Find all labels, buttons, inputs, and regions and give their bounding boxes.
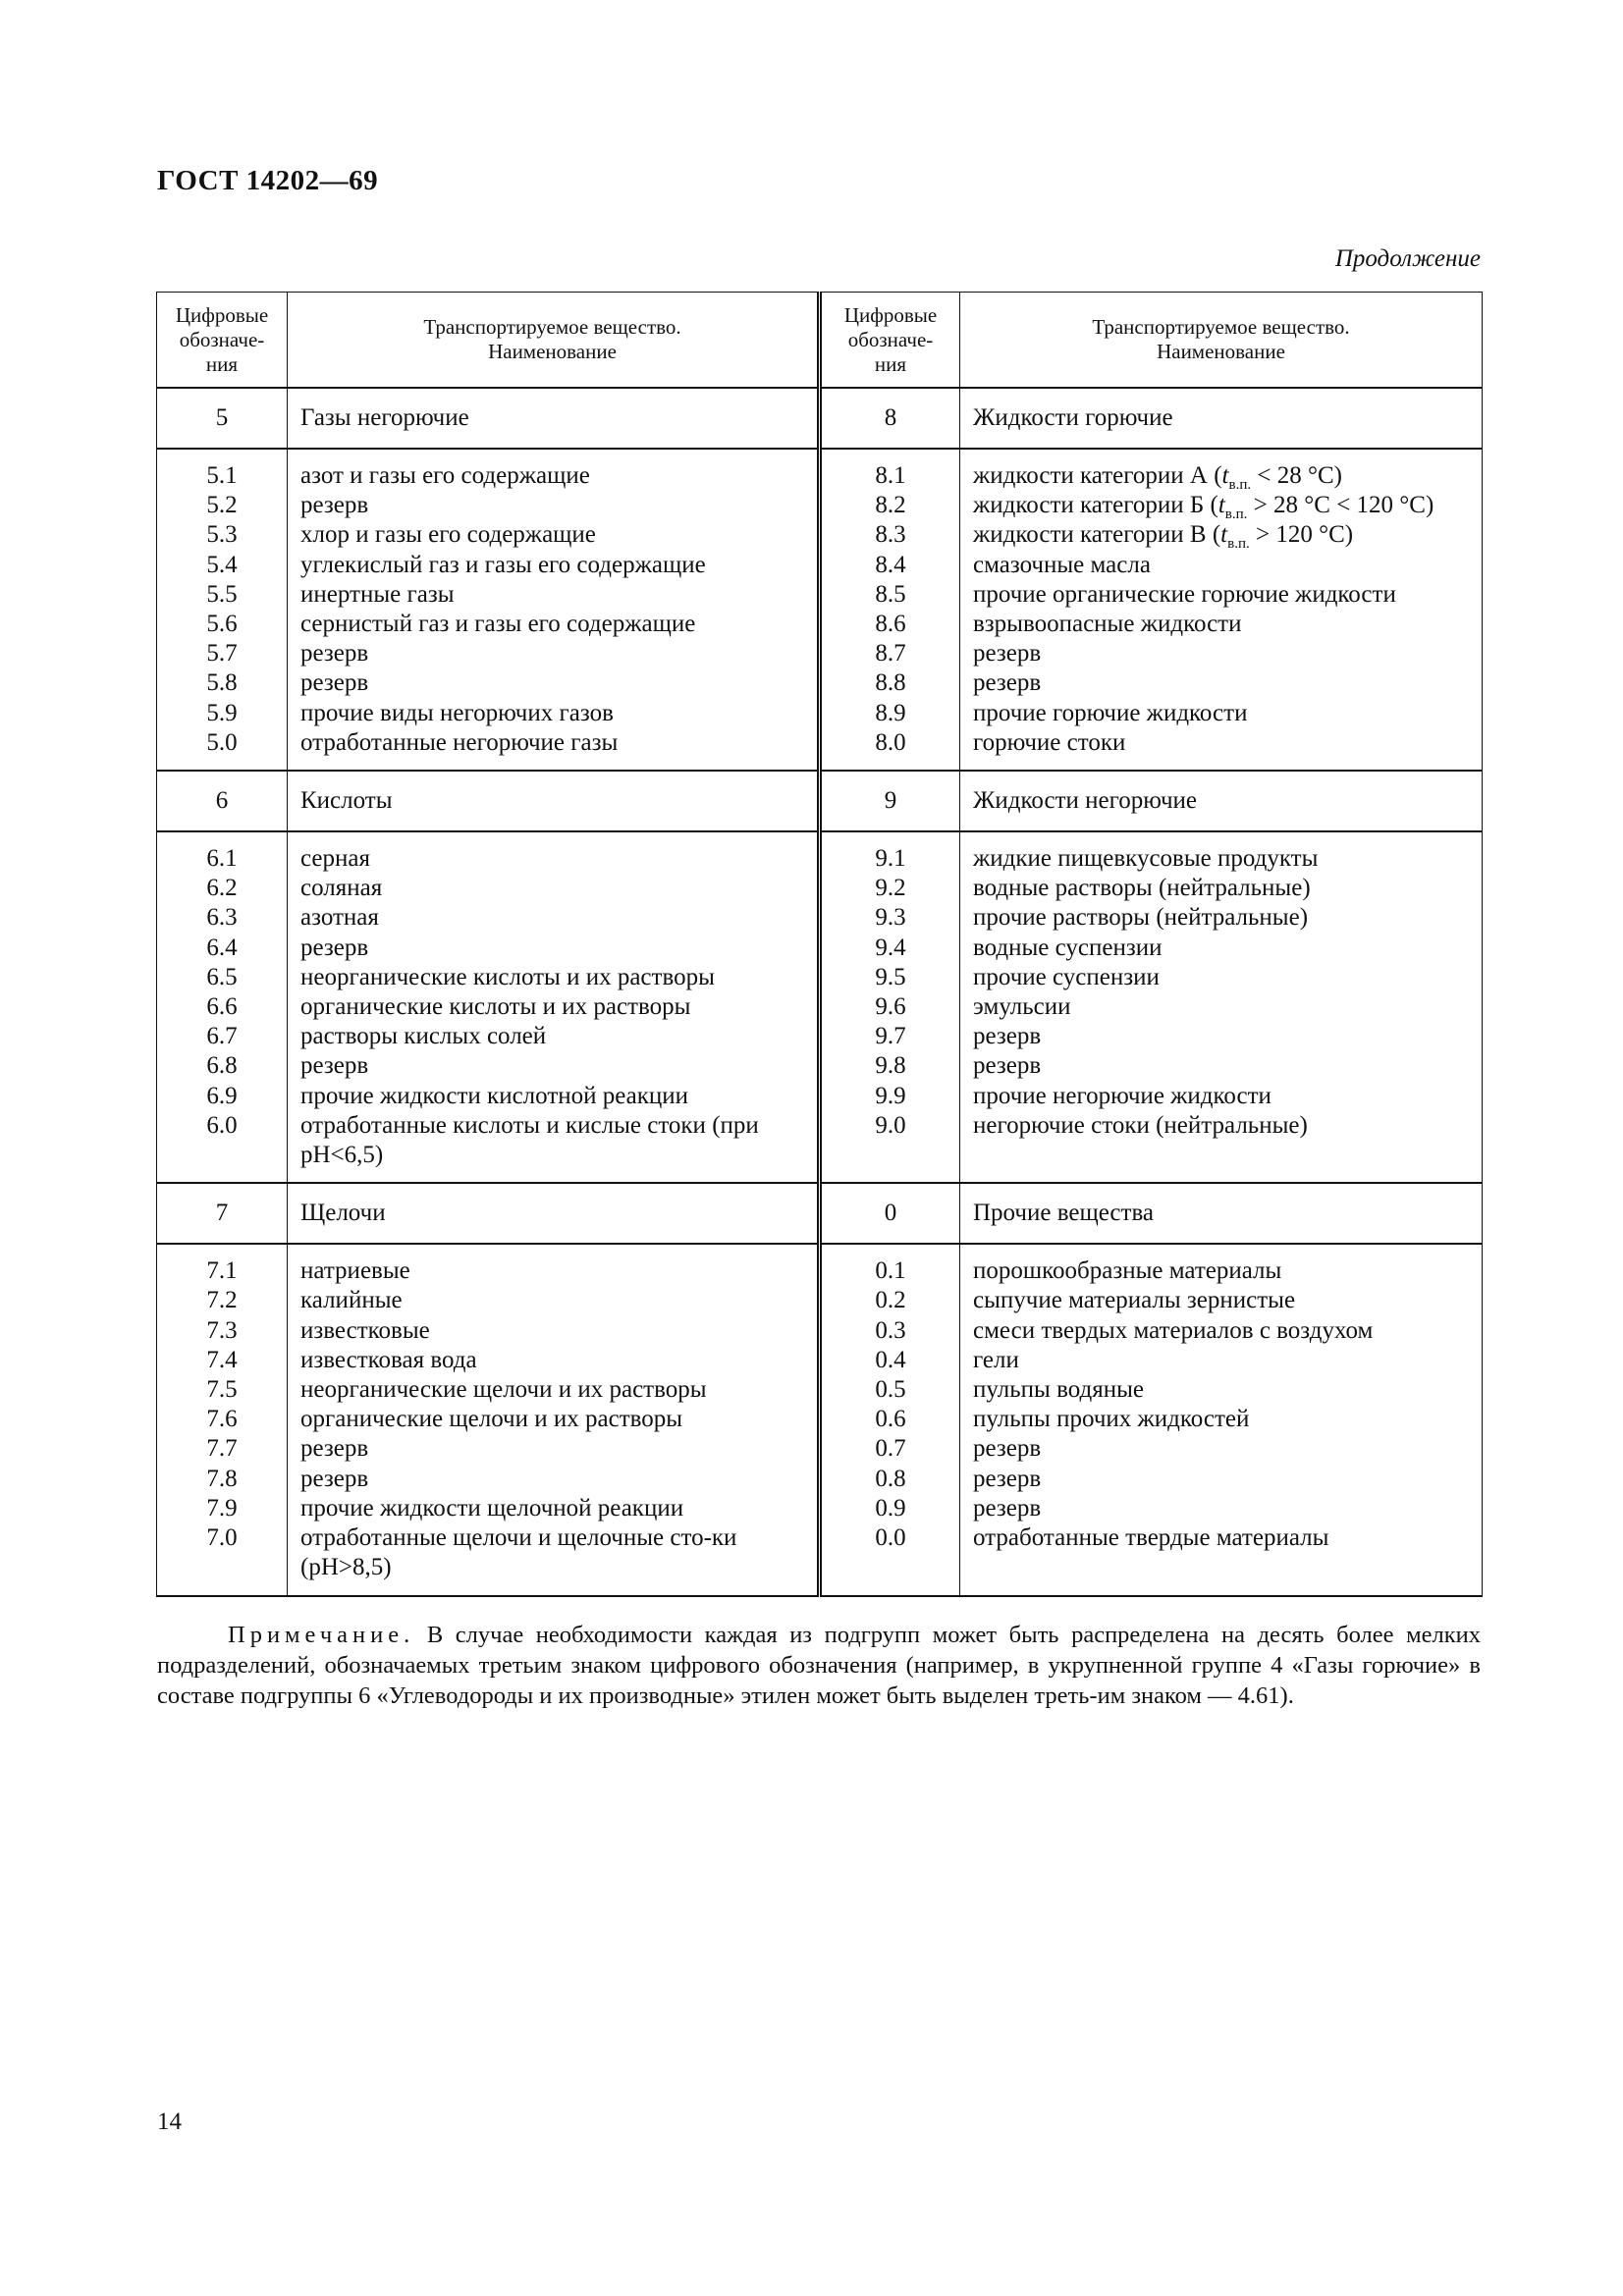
subgroup-name: водные суспензии xyxy=(973,934,1163,961)
subgroup-name: неорганические кислоты и их растворы xyxy=(300,963,715,990)
subgroup-code: 8.1 xyxy=(875,462,906,489)
subgroup-name: отработанные щелочи и щелочные сто-ки (pH>8,5) xyxy=(300,1524,737,1581)
group-title: Прочие вещества xyxy=(960,1183,1483,1244)
subgroup-code: 6.7 xyxy=(206,1023,238,1050)
subgroup-name: органические кислоты и их растворы xyxy=(300,993,691,1021)
subgroup-name: отработанные кислоты и кислые стоки (при pH<6,5) xyxy=(300,1111,759,1169)
subgroup-code: 0.8 xyxy=(875,1465,906,1492)
subgroup-name: прочие растворы (нейтральные) xyxy=(973,904,1309,932)
subgroup-code: 5.3 xyxy=(206,521,238,549)
subgroup-code: 8.9 xyxy=(875,699,906,726)
group-title: Газы негорючие xyxy=(288,388,820,449)
subgroup-name: отработанные твердые материалы xyxy=(973,1524,1329,1552)
subgroup-name: резерв xyxy=(973,1023,1042,1050)
subgroup-code: 9.6 xyxy=(875,993,906,1021)
subgroup-code: 6.6 xyxy=(206,993,238,1021)
subgroup-name: резерв xyxy=(973,1465,1042,1492)
subgroup-name: негорючие стоки (нейтральные) xyxy=(973,1111,1308,1139)
subgroup-names xyxy=(960,1244,1483,1595)
subgroup-name: прочие жидкости кислотной реакции xyxy=(300,1082,689,1109)
subgroup-code: 9.2 xyxy=(875,875,906,902)
subgroup-name: растворы кислых солей xyxy=(300,1023,547,1050)
subgroup-code: 9.5 xyxy=(875,963,906,990)
subgroup-code: 5.5 xyxy=(206,580,238,608)
subgroup-name: калийные xyxy=(300,1287,403,1314)
subgroup-names xyxy=(288,1244,820,1595)
subgroup-codes xyxy=(820,1244,960,1595)
subgroup-name: водные растворы (нейтральные) xyxy=(973,875,1311,902)
subgroup-name: жидкости категории Б ($t_{в.п.} > 28$ °С < 120 °С) xyxy=(973,492,1434,523)
subgroup-code: 7.0 xyxy=(206,1524,238,1552)
subgroup-code: 5.8 xyxy=(206,669,238,697)
subgroup-name: порошкообразные материалы xyxy=(973,1257,1282,1285)
subgroup-code: 0.0 xyxy=(875,1524,906,1552)
subgroup-code: 6.9 xyxy=(206,1082,238,1109)
subgroup-codes xyxy=(157,831,288,1183)
group-title: Кислоты xyxy=(288,771,820,831)
subgroup-code: 0.7 xyxy=(875,1435,906,1463)
subgroup-codes xyxy=(157,449,288,771)
subgroup-name: известковая вода xyxy=(300,1346,477,1373)
subgroup-code: 5.4 xyxy=(206,551,238,578)
subgroup-code: 9.3 xyxy=(875,904,906,932)
group-row xyxy=(157,1183,1483,1244)
subgroup-codes xyxy=(157,1244,288,1595)
group-code: 8 xyxy=(820,388,960,449)
subgroup-name: сыпучие материалы зернистые xyxy=(973,1287,1296,1314)
subgroup-name: прочие негорючие жидкости xyxy=(973,1082,1271,1109)
subgroup-code: 6.1 xyxy=(206,845,238,873)
subgroup-code: 7.9 xyxy=(206,1494,238,1522)
subgroup-name: резерв xyxy=(973,1052,1042,1080)
subgroup-name: прочие горючие жидкости xyxy=(973,699,1248,726)
subgroup-name: резерв xyxy=(300,492,369,519)
subgroup-name: прочие органические горючие жидкости xyxy=(973,580,1396,608)
subgroup-name: резерв xyxy=(973,1435,1042,1463)
subgroup-name: хлор и газы его содержащие xyxy=(300,521,596,549)
subgroup-names xyxy=(960,449,1483,771)
header-name-left: Транспортируемое вещество. Наименование xyxy=(288,293,820,389)
subgroup-name: резерв xyxy=(300,1465,369,1492)
subgroup-name: пульпы прочих жидкостей xyxy=(973,1406,1250,1433)
subgroup-name: инертные газы xyxy=(300,580,455,608)
subgroup-name: резерв xyxy=(300,669,369,697)
subgroup-name: азотная xyxy=(300,904,379,932)
subgroup-code: 6.5 xyxy=(206,963,238,990)
subgroup-code: 7.4 xyxy=(206,1346,238,1373)
continuation-label: Продолжение xyxy=(1334,245,1481,272)
subgroup-code: 9.0 xyxy=(875,1111,906,1139)
subgroup-code: 0.9 xyxy=(875,1494,906,1522)
subgroup-code: 5.0 xyxy=(206,728,238,756)
subgroup-row xyxy=(157,831,1483,1183)
subgroup-name: резерв xyxy=(300,934,369,961)
flash-point-symbol: t xyxy=(1221,462,1229,489)
subgroup-code: 8.4 xyxy=(875,551,906,578)
subgroup-name: гели xyxy=(973,1346,1019,1373)
note-paragraph xyxy=(157,1620,1481,1711)
subgroup-name: резерв xyxy=(300,640,369,667)
subgroup-name: известковые xyxy=(300,1316,430,1344)
subgroup-code: 8.3 xyxy=(875,521,906,549)
subgroup-code: 8.5 xyxy=(875,580,906,608)
header-name-right: Транспортируемое вещество. Наименование xyxy=(960,293,1483,389)
table-header-row xyxy=(157,293,1483,389)
group-row xyxy=(157,771,1483,831)
note-text: В случае необходимости каждая из подгрупп может быть распределена на десять более мелких подразделений, обозначаемых третьим знаком цифрового обозначения (например, в укрупненной группе 4 «Газы горючие» в составе подгруппы 6 «Углеводороды и их производные» этилен может быть выделен треть-им знаком — 4.61). xyxy=(157,1622,1481,1709)
subgroup-code: 8.7 xyxy=(875,640,906,667)
subgroup-codes xyxy=(820,449,960,771)
subgroup-name: смазочные масла xyxy=(973,551,1151,578)
header-code-left: Цифровые обозначе- ния xyxy=(157,293,288,389)
subgroup-name: прочие виды негорючих газов xyxy=(300,699,614,726)
substance-code-table xyxy=(156,292,1483,1597)
subgroup-code: 7.8 xyxy=(206,1465,238,1492)
subgroup-code: 5.9 xyxy=(206,699,238,726)
subgroup-name: пульпы водяные xyxy=(973,1376,1144,1404)
subgroup-code: 5.7 xyxy=(206,640,238,667)
subgroup-code: 5.2 xyxy=(206,492,238,519)
subgroup-code: 5.1 xyxy=(206,462,238,489)
subgroup-name: серная xyxy=(300,845,370,873)
subgroup-name: углекислый газ и газы его содержащие xyxy=(300,551,706,578)
subgroup-name: отработанные негорючие газы xyxy=(300,728,619,756)
subgroup-codes xyxy=(820,831,960,1183)
subgroup-name: соляная xyxy=(300,875,383,902)
subgroup-code: 0.2 xyxy=(875,1287,906,1314)
group-code: 5 xyxy=(157,388,288,449)
subgroup-code: 8.6 xyxy=(875,611,906,638)
subgroup-name: сернистый газ и газы его содержащие xyxy=(300,611,696,638)
subgroup-name: резерв xyxy=(300,1435,369,1463)
subgroup-name: прочие жидкости щелочной реакции xyxy=(300,1494,684,1522)
subgroup-code: 6.0 xyxy=(206,1111,238,1139)
page-number: 14 xyxy=(157,2109,182,2135)
subgroup-code: 6.2 xyxy=(206,875,238,902)
flash-point-symbol: t xyxy=(1220,521,1228,549)
subgroup-row xyxy=(157,1244,1483,1595)
document-id: ГОСТ 14202—69 xyxy=(157,165,379,196)
subgroup-name: резерв xyxy=(973,640,1042,667)
subgroup-code: 7.3 xyxy=(206,1316,238,1344)
subgroup-code: 9.1 xyxy=(875,845,906,873)
subgroup-code: 7.5 xyxy=(206,1376,238,1404)
subgroup-code: 9.4 xyxy=(875,934,906,961)
subgroup-code: 7.2 xyxy=(206,1287,238,1314)
subgroup-code: 9.9 xyxy=(875,1082,906,1109)
subgroup-code: 6.8 xyxy=(206,1052,238,1080)
subgroup-name: жидкие пищевкусовые продукты xyxy=(973,845,1319,873)
flash-point-subscript: в.п. xyxy=(1228,477,1252,493)
subgroup-code: 8.2 xyxy=(875,492,906,519)
subgroup-code: 0.1 xyxy=(875,1257,906,1285)
subgroup-names xyxy=(288,449,820,771)
group-title: Жидкости негорючие xyxy=(960,771,1483,831)
subgroup-code: 7.7 xyxy=(206,1435,238,1463)
subgroup-name: резерв xyxy=(973,669,1042,697)
subgroup-code: 0.5 xyxy=(875,1376,906,1404)
subgroup-code: 0.6 xyxy=(875,1406,906,1433)
note-label: Примечание. xyxy=(228,1622,415,1648)
subgroup-name: взрывоопасные жидкости xyxy=(973,611,1242,638)
subgroup-names xyxy=(960,831,1483,1183)
subgroup-name: жидкости категории В ($t_{в.п.} > 120$ °С) xyxy=(973,521,1354,553)
subgroup-name: неорганические щелочи и их растворы xyxy=(300,1376,707,1404)
subgroup-code: 8.8 xyxy=(875,669,906,697)
group-code: 9 xyxy=(820,771,960,831)
subgroup-row xyxy=(157,449,1483,771)
subgroup-name: органические щелочи и их растворы xyxy=(300,1406,683,1433)
group-row xyxy=(157,388,1483,449)
subgroup-code: 7.1 xyxy=(206,1257,238,1285)
group-code: 7 xyxy=(157,1183,288,1244)
group-title: Жидкости горючие xyxy=(960,388,1483,449)
flash-point-subscript: в.п. xyxy=(1227,536,1250,553)
group-code: 6 xyxy=(157,771,288,831)
subgroup-code: 9.8 xyxy=(875,1052,906,1080)
subgroup-name: прочие суспензии xyxy=(973,963,1160,990)
subgroup-code: 8.0 xyxy=(875,728,906,756)
subgroup-name: эмульсии xyxy=(973,993,1071,1021)
subgroup-name: резерв xyxy=(300,1052,369,1080)
flash-point-symbol: t xyxy=(1217,492,1225,519)
subgroup-name: горючие стоки xyxy=(973,728,1126,756)
subgroup-name: азот и газы его содержащие xyxy=(300,462,590,489)
flash-point-subscript: в.п. xyxy=(1224,507,1248,523)
subgroup-name: жидкости категории А ($t_{в.п.} < 28$ °С) xyxy=(973,462,1342,493)
subgroup-name: натриевые xyxy=(300,1257,410,1285)
subgroup-code: 6.4 xyxy=(206,934,238,961)
subgroup-code: 6.3 xyxy=(206,904,238,932)
subgroup-code: 9.7 xyxy=(875,1023,906,1050)
group-title: Щелочи xyxy=(288,1183,820,1244)
subgroup-name: смеси твердых материалов с воздухом xyxy=(973,1316,1374,1344)
subgroup-code: 7.6 xyxy=(206,1406,238,1433)
subgroup-code: 0.4 xyxy=(875,1346,906,1373)
group-code: 0 xyxy=(820,1183,960,1244)
subgroup-name: резерв xyxy=(973,1494,1042,1522)
subgroup-names xyxy=(288,831,820,1183)
subgroup-code: 0.3 xyxy=(875,1316,906,1344)
header-code-right: Цифровые обозначе- ния xyxy=(820,293,960,389)
subgroup-code: 5.6 xyxy=(206,611,238,638)
